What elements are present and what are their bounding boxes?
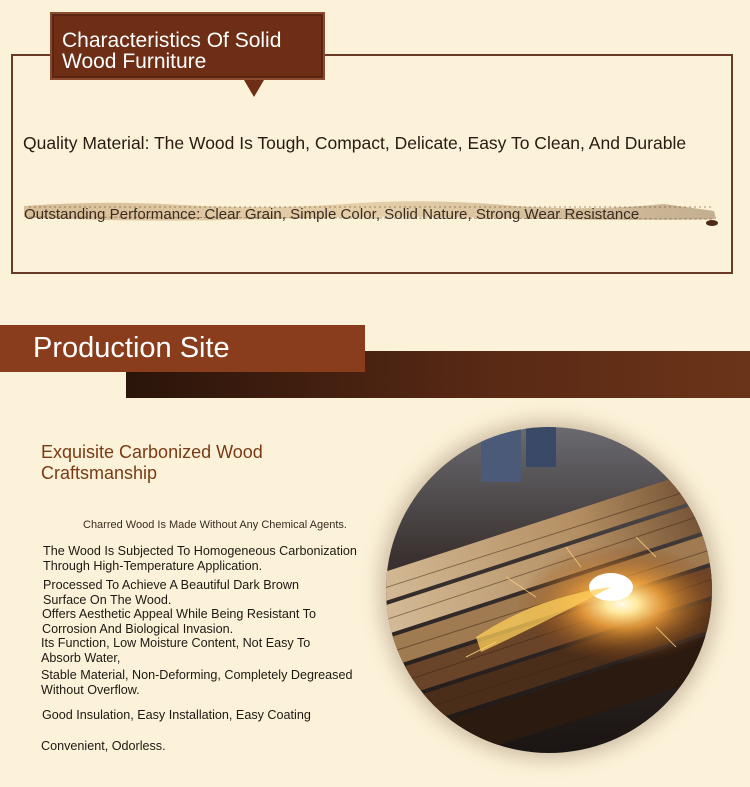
paragraph-line: Corrosion And Biological Invasion. [42, 622, 234, 636]
carbonized-title-line-2: Craftsmanship [41, 463, 158, 483]
outstanding-performance-text: Outstanding Performance: Clear Grain, Simple Color, Solid Nature, Strong Wear Resistance [24, 206, 640, 223]
paragraph-aesthetic [42, 607, 316, 637]
characteristics-card [11, 54, 733, 274]
paragraph-line: Processed To Achieve A Beautiful Dark Brown [43, 578, 299, 592]
paragraph-odorless: Convenient, Odorless. [41, 739, 166, 753]
characteristics-title-tag [50, 12, 325, 80]
title-line-1: Characteristics Of Solid [62, 29, 282, 52]
paragraph-stable [41, 668, 353, 698]
performance-line [24, 197, 724, 231]
paragraph-line: Surface On The Wood. [43, 593, 172, 607]
paragraph-line: Offers Aesthetic Appeal While Being Resistant To [42, 607, 316, 621]
paragraph-line: Its Function, Low Moisture Content, Not Easy To [41, 636, 311, 650]
paragraph-insulation: Good Insulation, Easy Installation, Easy Coating [42, 708, 311, 722]
carbonized-title-line-1: Exquisite Carbonized Wood [41, 442, 263, 462]
paragraph-dark-brown [43, 578, 299, 608]
charring-wood-illustration [386, 427, 712, 753]
production-site-title: Production Site [33, 332, 230, 364]
carbonized-section-title [41, 442, 341, 484]
title-line-2: Wood Furniture [62, 50, 207, 73]
paragraph-line: Without Overflow. [41, 683, 140, 697]
paragraph-moisture [41, 636, 310, 666]
paragraph-line: The Wood Is Subjected To Homogeneous Carbonization [43, 544, 357, 558]
paragraph-line: Stable Material, Non-Deforming, Completely Degreased [41, 668, 353, 682]
title-tag-pointer [244, 80, 264, 97]
paragraph-line: Through High-Temperature Application. [43, 559, 263, 573]
charring-wood-photo [386, 427, 712, 753]
quality-material-text: Quality Material: The Wood Is Tough, Compact, Delicate, Easy To Clean, And Durable [23, 133, 687, 153]
paragraph-line: Absorb Water, [41, 651, 121, 665]
paragraph-carbonization [43, 544, 357, 574]
chemical-agents-note: Charred Wood Is Made Without Any Chemical Agents. [83, 519, 347, 531]
characteristics-title [62, 30, 317, 72]
